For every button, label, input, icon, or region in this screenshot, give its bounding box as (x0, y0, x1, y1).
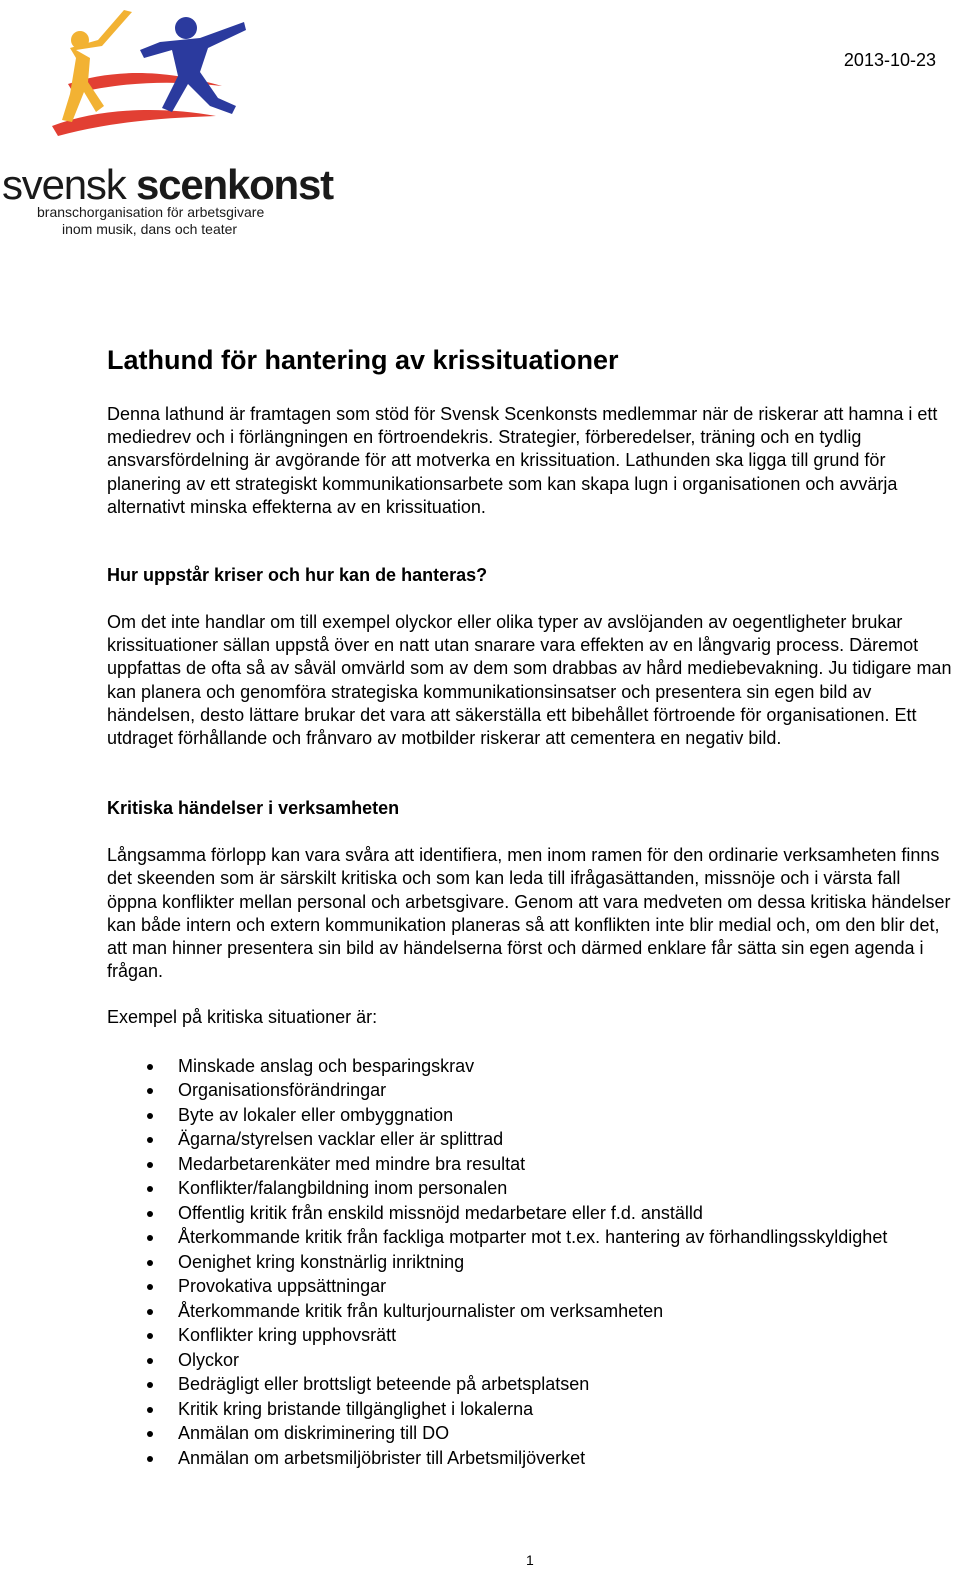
examples-list (107, 1054, 952, 1471)
logo-wordmark (2, 160, 333, 210)
logo-red-swoosh-bottom (52, 110, 216, 136)
list-item: Anmälan om diskriminering till DO (107, 1421, 952, 1446)
list-item: Oenighet kring konstnärlig inriktning (107, 1250, 952, 1275)
svensk-scenkonst-logo (0, 0, 333, 245)
page-number: 1 (526, 1552, 534, 1568)
list-item: Kritik kring bristande tillgänglighet i lokalerna (107, 1397, 952, 1422)
list-item: Bedrägligt eller brottsligt beteende på arbetsplatsen (107, 1372, 952, 1397)
logo-yellow-body (62, 10, 132, 122)
logo-tagline-1: branschorganisation för arbetsgivare (37, 204, 265, 220)
logo-blue-head (175, 17, 197, 39)
list-item: Återkommande kritik från fackliga motparter mot t.ex. hantering av förhandlingsskyldighet (107, 1225, 952, 1250)
section-crises-body: Om det inte handlar om till exempel olyckor eller olika typer av avslöjanden av oegentligheter brukar krissituationer sällan uppstå över en natt utan snarare vara effekten av en långvarig process. Däremot uppfattas de ofta så av såväl omvärld som av dem som drabbas av hård mediebevakning. Ju tidigare man kan planera och genomföra strategiska kommunikationsinsatser och presentera sin egen bild av händelsen, desto lättare brukar det vara att säkerställa ett bibehållet förtroende för organisationen. Ett utdraget förhållande och frånvaro av motbilder riskerar att cementera en negativ bild. (107, 612, 952, 749)
logo-word-light: svensk (2, 161, 126, 208)
logo-tagline-2: inom musik, dans och teater (62, 221, 238, 237)
document-body (107, 340, 952, 1470)
document-date: 2013-10-23 (843, 50, 936, 70)
list-item: Olyckor (107, 1348, 952, 1373)
list-item: Minskade anslag och besparingskrav (107, 1054, 952, 1079)
examples-intro: Exempel på kritiska situationer är: (107, 1007, 378, 1028)
list-item: Konflikter kring upphovsrätt (107, 1323, 952, 1348)
logo-word-bold: scenkonst (136, 161, 333, 208)
list-item: Medarbetarenkäter med mindre bra resultat (107, 1152, 952, 1177)
list-item: Anmälan om arbetsmiljöbrister till Arbetsmiljöverket (107, 1446, 952, 1471)
list-item: Organisationsförändringar (107, 1078, 952, 1103)
section-crises-heading: Hur uppstår kriser och hur kan de hanteras? (107, 565, 488, 586)
dancers-logo-icon (40, 2, 260, 152)
document-title: Lathund för hantering av krissituationer (107, 345, 619, 375)
section-critical-heading: Kritiska händelser i verksamheten (107, 798, 400, 819)
list-item: Ägarna/styrelsen vacklar eller är splittrad (107, 1127, 952, 1152)
list-item: Offentlig kritik från enskild missnöjd medarbetare eller f.d. anställd (107, 1201, 952, 1226)
list-item: Byte av lokaler eller ombyggnation (107, 1103, 952, 1128)
section-critical-body: Långsamma förlopp kan vara svåra att identifiera, men inom ramen för den ordinarie verksamheten finns det skeenden som är särskilt kritiska och som kan leda till ifrågasättanden, missnöje och i värsta fall öppna konflikter mellan personal och arbetsgivare. Genom att vara medveten om dessa kritiska händelser kan både intern och extern kommunikation planeras så att konflikten inte blir medial och, om den blir det, att man hinner presentera sin bild av händelserna först och därmed enklare får sätta sin egen agenda i frågan. (107, 845, 951, 982)
list-item: Återkommande kritik från kulturjournalister om verksamheten (107, 1299, 952, 1324)
list-item: Provokativa uppsättningar (107, 1274, 952, 1299)
list-item: Konflikter/falangbildning inom personalen (107, 1176, 952, 1201)
intro-paragraph: Denna lathund är framtagen som stöd för Svensk Scenkonsts medlemmar när de riskerar att hamna i ett mediedrev och i förlängningen en förtroendekris. Strategier, förberedelser, träning och en tydlig ansvarsfördelning är avgörande för att motverka en krissituation. Lathunden ska ligga till grund för planering av ett strategiskt kommunikationsarbete som kan skapa lugn i organisationen och avvärja alternativt minska effekterna av en krissituation. (107, 404, 938, 517)
